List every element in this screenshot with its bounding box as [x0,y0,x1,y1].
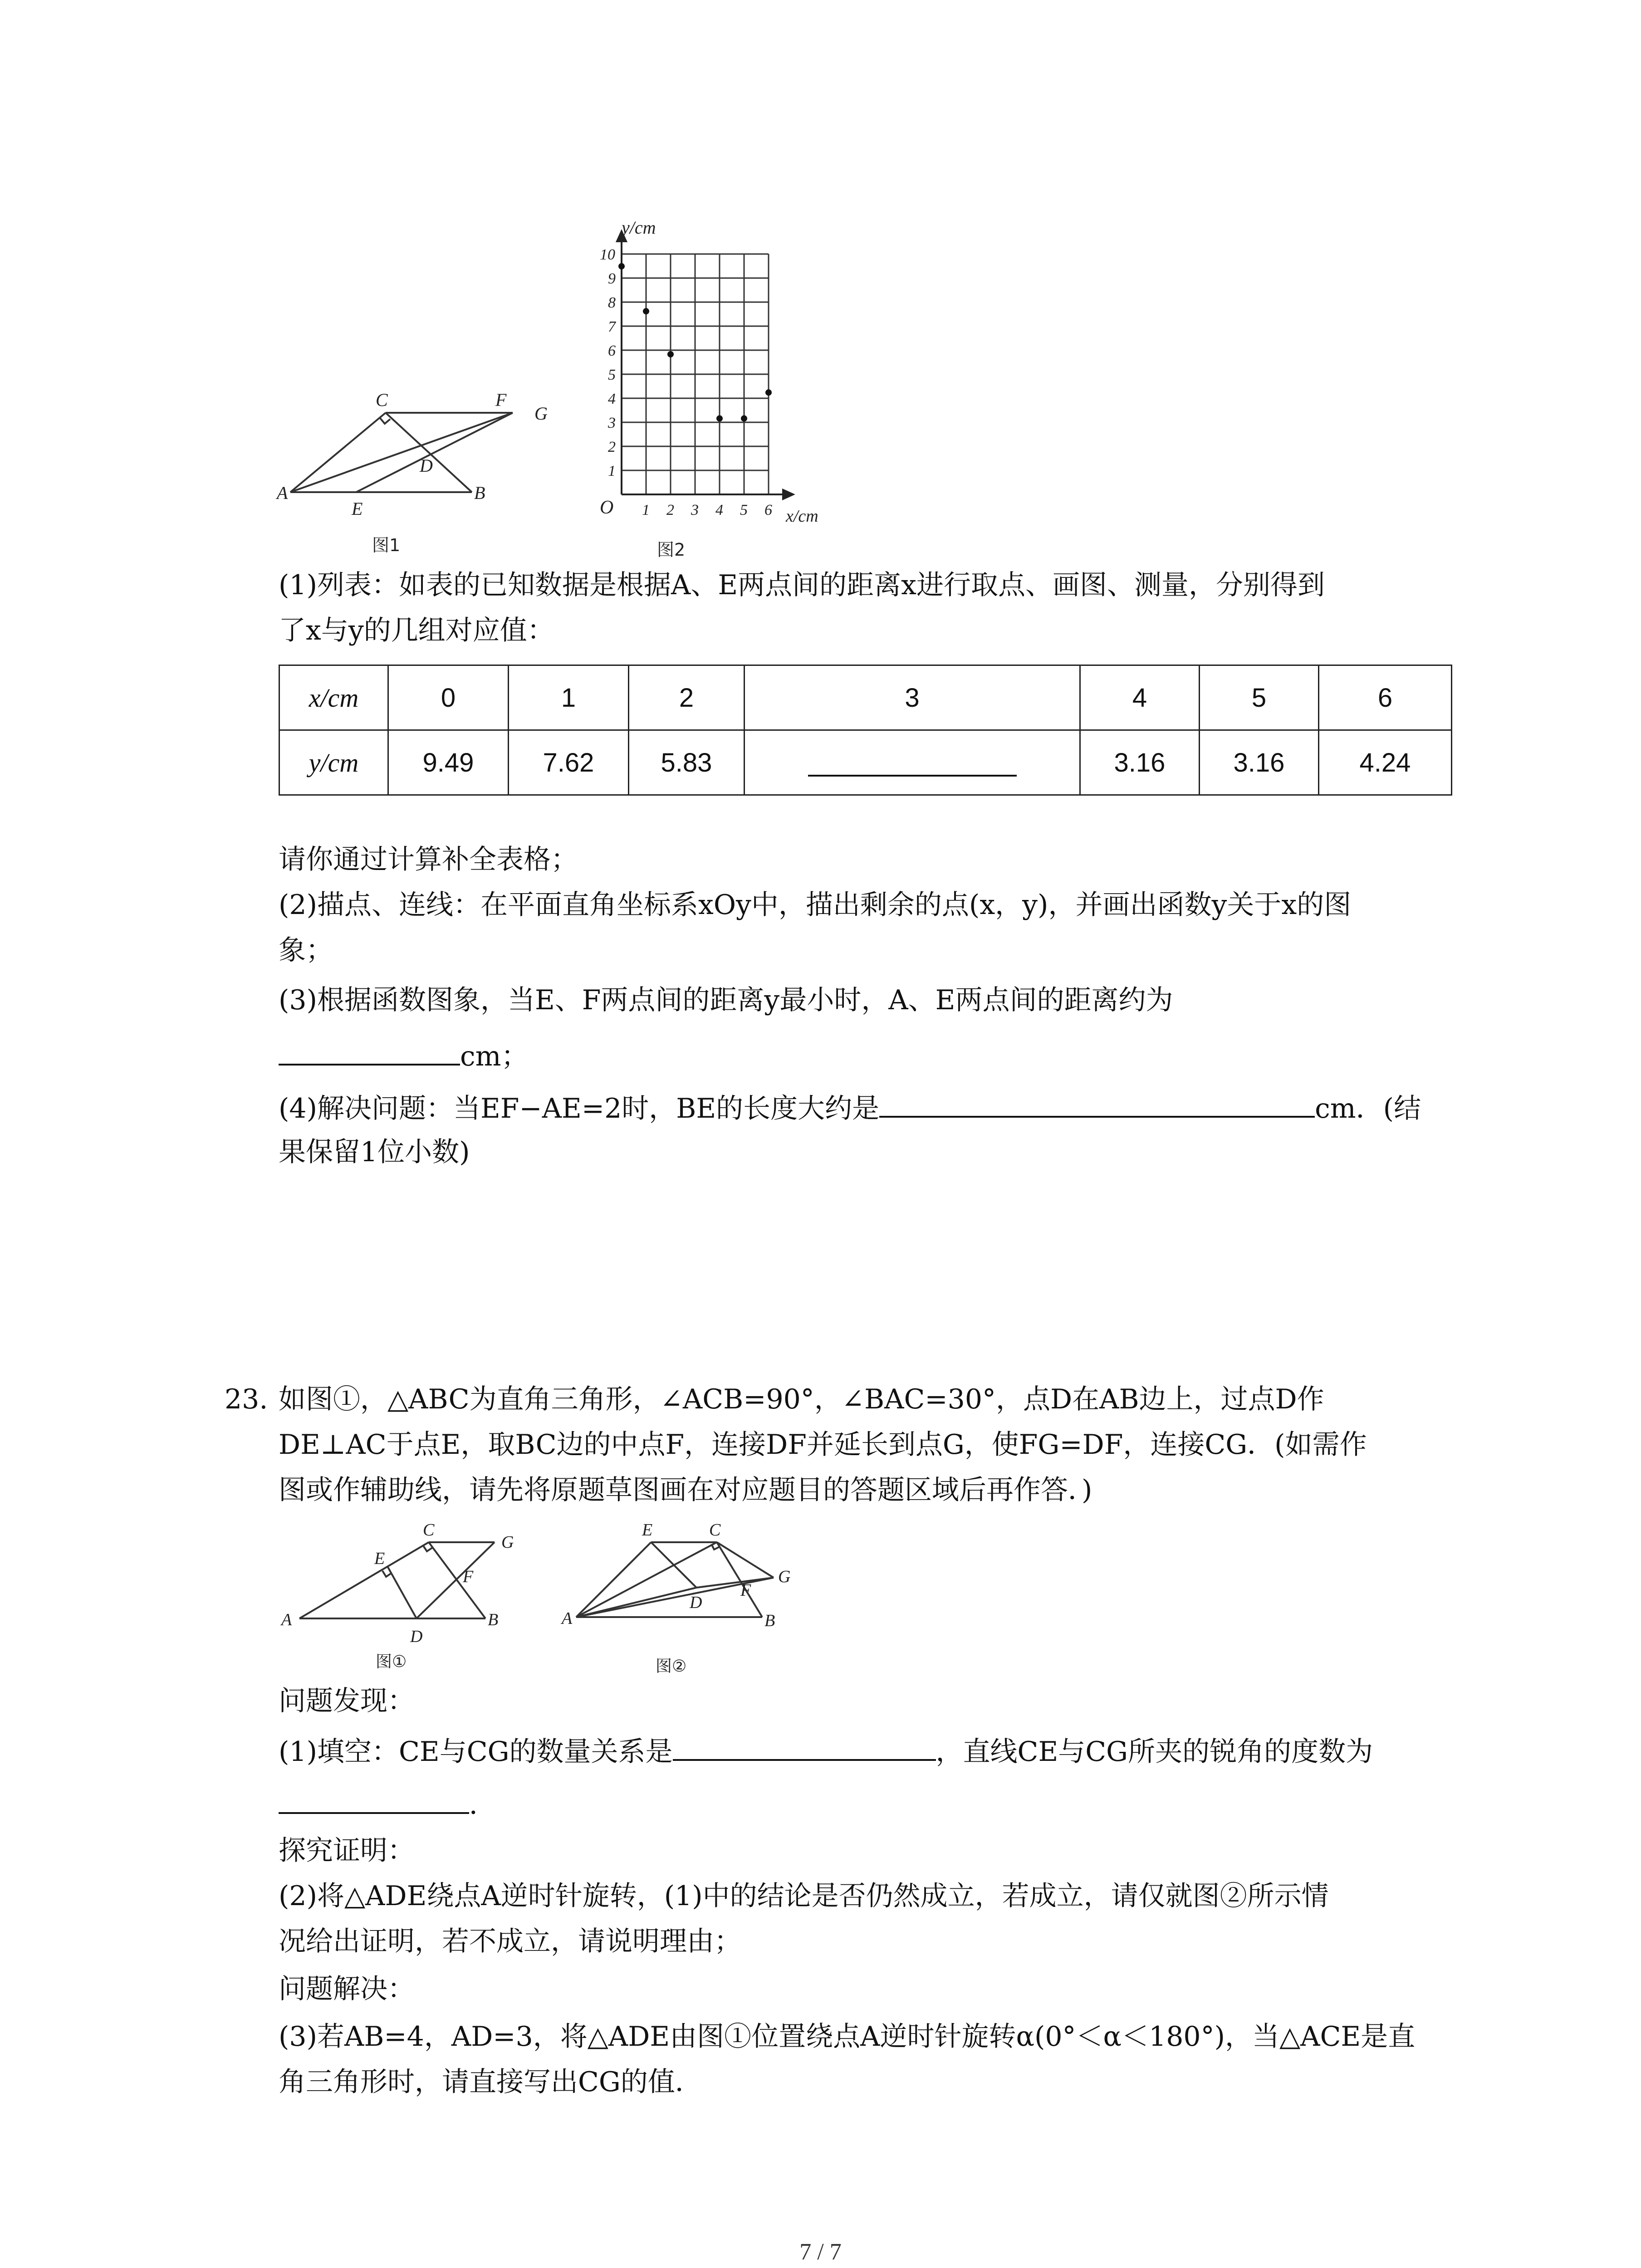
q23-part1 [279,1727,1458,1774]
q22-part4-line2: 果保留1位小数) [279,1136,470,1168]
data-point [741,415,747,422]
figure-4 [558,1515,812,1687]
x-tick-label: 1 [642,502,650,518]
fig4-label-f: F [740,1581,751,1600]
table-cell: 4.24 [1319,730,1452,795]
fig2-caption: 图2 [657,540,686,560]
fig4-label-e: E [642,1520,653,1540]
q22-part3-line2 [279,1032,1458,1079]
q23-part1-text-b: ，直线CE与CG所夹的锐角的度数为 [936,1736,1373,1768]
origin-label: O [600,497,614,518]
y-tick-label: 2 [608,439,616,455]
q23-part1-text: (1)填空：CE与CG的数量关系是 [279,1736,673,1768]
y-tick-label: 4 [608,391,616,407]
fig1-label-a: A [277,483,288,503]
q22-part3-unit: cm； [460,1041,529,1072]
figure-2-chart [576,213,857,567]
data-point [667,351,674,357]
fig4-label-d: D [690,1593,702,1612]
page-number: 7 / 7 [799,2239,842,2265]
fig3-label-f: F [463,1567,474,1586]
fig3-caption: 图① [376,1652,407,1671]
fig4-caption: 图② [656,1657,687,1676]
q22-part1-line2: 了x与y的几组对应值： [279,615,554,646]
fig4-label-c: C [709,1520,721,1540]
y-tick-label: 1 [608,463,616,479]
q22-part4-text: (4)解决问题：当EF−AE=2时，BE的长度大约是 [279,1093,880,1124]
q23-part1-end: ． [469,1789,496,1821]
table-cell: 3.16 [1200,730,1319,795]
table-row-x [279,665,1452,730]
fig1-label-c: C [376,390,388,410]
x-tick-label: 6 [764,502,772,518]
y-tick-label: 10 [600,246,615,263]
fig4-label-b: B [764,1611,775,1630]
y-tick-label: 3 [608,415,616,431]
answer-blank-q23-1b[interactable] [279,1780,469,1814]
table-row-y [279,730,1452,795]
x-tick-label: 2 [666,502,674,518]
q23-solve-heading: 问题解决： [279,1973,415,2005]
x-axis-label: x/cm [786,507,818,526]
fig3-label-e: E [374,1549,385,1568]
table-cell-answer-blank[interactable] [745,730,1080,795]
x-axis-arrow [783,490,793,499]
x-tick-label: 4 [715,502,723,518]
q22-part4-line1 [279,1084,1458,1131]
q23-number: 23. [225,1383,268,1415]
answer-blank-q22-3[interactable] [279,1032,460,1066]
table-cell: 1 [509,665,629,730]
figure-1 [272,386,581,567]
q23-line3: 图或作辅助线，请先将原题草图画在对应题目的答题区域后再作答．) [279,1474,1092,1506]
data-point [618,263,625,269]
q23-part1-line2 [279,1780,1458,1828]
q23-line1: 如图①，△ABC为直角三角形，∠ACB=90°，∠BAC=30°，点D在AB边上，过点D作 [279,1383,1324,1415]
y-tick-label: 7 [608,318,616,335]
fig1-label-b: B [474,483,485,503]
table-cell: 4 [1080,665,1200,730]
q22-part2-line1: (2)描点、连线：在平面直角坐标系xOy中，描出剩余的点(x，y)，并画出函数y关于x的图 [279,889,1352,921]
fig1-label-g: G [534,403,548,424]
x-tick-label: 3 [691,502,699,518]
fig1-label-e: E [352,499,363,519]
figure-3 [272,1515,526,1678]
answer-blank-q22-4[interactable] [879,1084,1315,1118]
table-cell: 2 [629,665,745,730]
table-cell: 6 [1319,665,1452,730]
q22-after-table: 请你通过计算补全表格； [279,844,578,875]
table-cell: 3 [745,665,1080,730]
q23-part3-line2: 角三角形时，请直接写出CG的值． [279,2066,702,2098]
table-header-y: y/cm [279,730,388,795]
y-tick-label: 8 [608,294,616,311]
q22-part4-tail: cm．(结 [1315,1093,1421,1124]
answer-blank-q23-1a[interactable] [673,1727,936,1761]
q23-line2: DE⊥AC于点E，取BC边的中点F，连接DF并延长到点G，使FG=DF，连接CG．(如需作 [279,1429,1367,1461]
fig3-label-c: C [423,1520,435,1540]
q22-part1-line1: (1)列表：如表的已知数据是根据A、E两点间的距离x进行取点、画图、测量，分别得到 [279,569,1325,601]
table-cell: 5 [1200,665,1319,730]
q23-discover-heading: 问题发现： [279,1685,415,1717]
q23-part2-line2: 况给出证明，若不成立，请说明理由； [279,1926,741,1957]
y-tick-label: 5 [608,367,616,383]
table-cell: 9.49 [388,730,509,795]
table-cell: 3.16 [1080,730,1200,795]
fig3-label-d: D [410,1627,423,1646]
fig1-caption: 图1 [372,535,401,555]
data-point [765,389,772,396]
data-point [643,308,649,314]
fig1-label-d: D [420,455,433,476]
fig4-label-a: A [562,1609,573,1628]
q23-part2-line1: (2)将△ADE绕点A逆时针旋转，(1)中的结论是否仍然成立，若成立，请仅就图②所示情 [279,1880,1329,1912]
fig3-label-b: B [488,1610,499,1629]
table-cell: 5.83 [629,730,745,795]
q23-part3-line1: (3)若AB=4，AD=3，将△ADE由图①位置绕点A逆时针旋转α(0°＜α＜180°)，当△ACE是直 [279,2021,1416,2053]
x-tick-label: 5 [740,502,748,518]
values-table [279,665,1452,796]
y-tick-label: 9 [608,270,616,287]
fig1-label-f: F [495,390,507,410]
fig4-label-g: G [778,1567,791,1586]
fig3-label-a: A [281,1610,292,1629]
q22-part2-line2: 象； [279,934,333,966]
y-axis-label: y/cm [622,217,656,238]
q23-explore-heading: 探究证明： [279,1835,415,1867]
y-tick-label: 6 [608,342,616,359]
q22-part3-line1: (3)根据函数图象，当E、F两点间的距离y最小时，A、E两点间的距离约为 [279,984,1173,1016]
data-point [716,415,723,422]
fig3-label-g: G [501,1533,514,1552]
table-cell: 0 [388,665,509,730]
table-header-x: x/cm [279,665,388,730]
table-cell: 7.62 [509,730,629,795]
